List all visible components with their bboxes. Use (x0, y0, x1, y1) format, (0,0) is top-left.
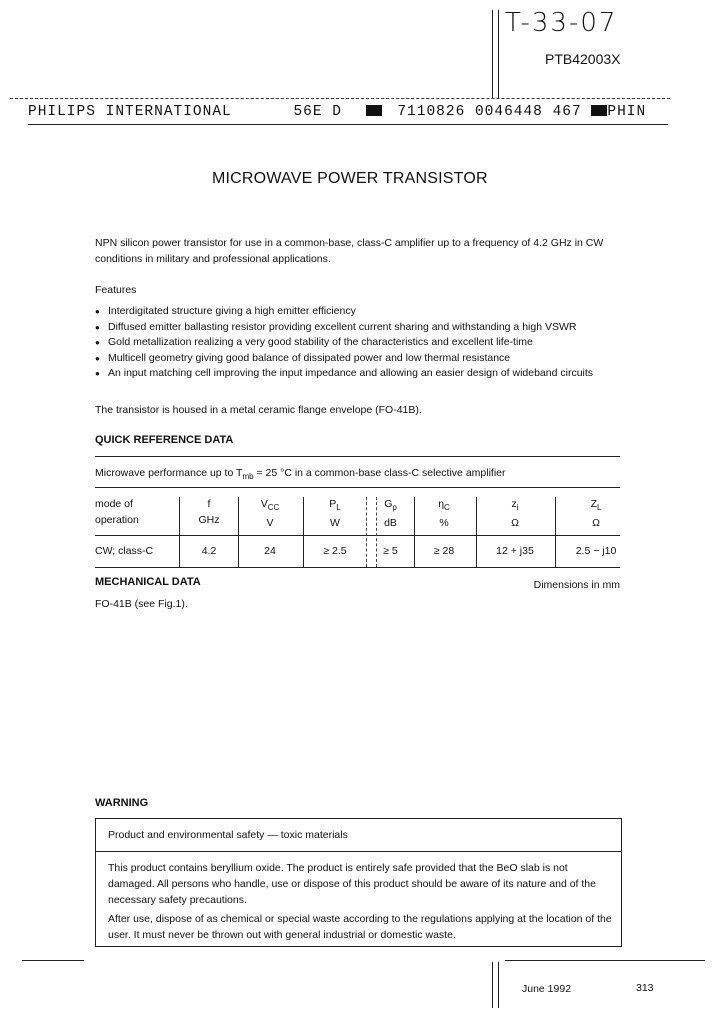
row-gp: ≥ 5 (383, 545, 398, 557)
header-vertical-rule (492, 10, 493, 98)
footer-page: 313 (636, 982, 654, 994)
row-mode: CW; class-C (95, 545, 154, 557)
qrd-caption-sub: mb (242, 472, 254, 482)
footer-rule-left (22, 960, 84, 961)
qrd-col-rule (238, 497, 239, 567)
warning-heading: WARNING (95, 797, 149, 809)
footer-rule-right (505, 960, 705, 961)
black-block (366, 105, 382, 116)
col-zl (560, 497, 632, 531)
header-bottom-rule (28, 124, 668, 125)
warning-para-1: This product contains beryllium oxide. The product is entirely safe provided that the BeO slab is not damaged. All persons who handle, use or dispose of this product should be aware of its nature and of the necessary safety precautions. (108, 862, 596, 906)
row-vcc: 24 (264, 545, 276, 557)
col-vcc (240, 497, 300, 531)
col-pl-unit: W (330, 516, 340, 529)
qrd-caption-pre: Microwave performance up to T (95, 467, 243, 479)
row-zl: 2.5 − j10 (575, 545, 617, 557)
doc-code-1: 56E D (293, 104, 342, 120)
col-zi-symbol: z (511, 498, 517, 510)
feature-item: ● Multicell geometry giving good balance of dissipated power and low thermal resistance (95, 351, 625, 367)
page-title: MICROWAVE POWER TRANSISTOR (212, 170, 488, 187)
qrd-caption-post: = 25 °C in a common-base class-C selective amplifier (253, 467, 506, 479)
col-gp-sub: p (392, 503, 397, 513)
col-eta-sub: C (444, 503, 450, 513)
col-pl-symbol: P (329, 498, 337, 510)
header-top-rule (10, 98, 670, 99)
qrd-bottom-rule (95, 567, 415, 568)
company-name: PHILIPS INTERNATIONAL (28, 104, 232, 120)
col-gp-symbol: G (384, 498, 393, 510)
col-zi-unit: Ω (511, 516, 519, 529)
qrd-top-rule (95, 456, 620, 457)
qrd-heading: QUICK REFERENCE DATA (95, 434, 234, 446)
handwritten-code: T-33-07 (505, 8, 618, 38)
col-zl-sub: L (596, 503, 602, 513)
col-mode-line2: operation (95, 513, 139, 526)
part-number: PTB42003X (545, 51, 621, 67)
qrd-caption-rule (95, 487, 620, 488)
warning-box-title: Product and environmental safety — toxic materials (108, 829, 348, 841)
col-vcc-unit: V (266, 516, 274, 529)
col-eta (415, 497, 473, 531)
feature-item: ● An input matching cell improving the input impedance and allowing an easier design of wideband circuits (95, 366, 625, 382)
footer-vertical-rule-2 (498, 962, 499, 1008)
col-zl-unit: Ω (592, 516, 600, 529)
warning-para-2: After use, dispose of as chemical or special waste according to the regulations applying at the location of the user. It must never be thrown out with general industrial or domestic waste. (108, 913, 612, 941)
footer-vertical-rule (492, 962, 493, 1008)
qrd-col-rule (555, 497, 556, 567)
qrd-col-rule (366, 497, 367, 567)
col-f-unit: GHz (198, 513, 220, 526)
col-zi (480, 497, 550, 531)
header-line (28, 104, 646, 120)
col-eta-symbol: η (438, 498, 445, 510)
warning-box-header (96, 819, 621, 852)
features-list (95, 304, 625, 382)
col-mode (95, 497, 175, 528)
feature-item: ● Gold metallization realizing a very good stability of the characteristics and excellent life-time (95, 335, 625, 351)
feature-item: ● Diffused emitter ballasting resistor providing excellent current sharing and withstanding a high VSWR (95, 320, 625, 336)
feature-item: ● Interdigitated structure giving a high emitter efficiency (95, 304, 625, 320)
col-zi-sub: i (516, 503, 519, 513)
footer-date: June 1992 (522, 983, 572, 995)
qrd-col-rule (476, 497, 477, 567)
housing-text: The transistor is housed in a metal ceramic flange envelope (FO-41B). (95, 404, 422, 416)
header-vertical-rule-2 (498, 10, 499, 98)
qrd-header-rule (95, 535, 620, 536)
doc-code-2: 7110826 0046448 467 (397, 104, 582, 120)
row-zi: 12 + j35 (496, 545, 534, 557)
col-gp (368, 497, 413, 531)
col-gp-unit: dB (384, 516, 397, 529)
row-pl: ≥ 2.5 (323, 545, 347, 557)
qrd-col-rule (303, 497, 304, 567)
col-zl-symbol: Z (590, 498, 597, 510)
qrd-caption (95, 466, 625, 485)
col-f (180, 497, 238, 528)
row-f: 4.2 (201, 545, 217, 557)
intro-paragraph: NPN silicon power transistor for use in a common-base, class-C amplifier up to a frequency of 4.2 GHz in CW conditions in military and professional applications. (95, 237, 604, 265)
dimensions-note: Dimensions in mm (533, 579, 620, 591)
row-eta: ≥ 28 (433, 545, 455, 557)
doc-code-3: PHIN (607, 104, 647, 120)
col-pl-sub: L (336, 503, 341, 513)
warning-box (95, 818, 622, 947)
col-pl (305, 497, 365, 531)
mechanical-ref: FO-41B (see Fig.1). (95, 598, 188, 610)
mechanical-heading: MECHANICAL DATA (95, 576, 201, 588)
qrd-bottom-rule-2 (414, 567, 620, 568)
col-vcc-symbol: V (260, 498, 268, 510)
features-heading: Features (95, 284, 137, 296)
col-mode-line1: mode of (95, 498, 133, 510)
col-f-symbol: f (207, 498, 211, 510)
col-vcc-sub: CC (267, 503, 280, 513)
col-eta-unit: % (439, 516, 449, 529)
black-block-2 (591, 105, 607, 116)
